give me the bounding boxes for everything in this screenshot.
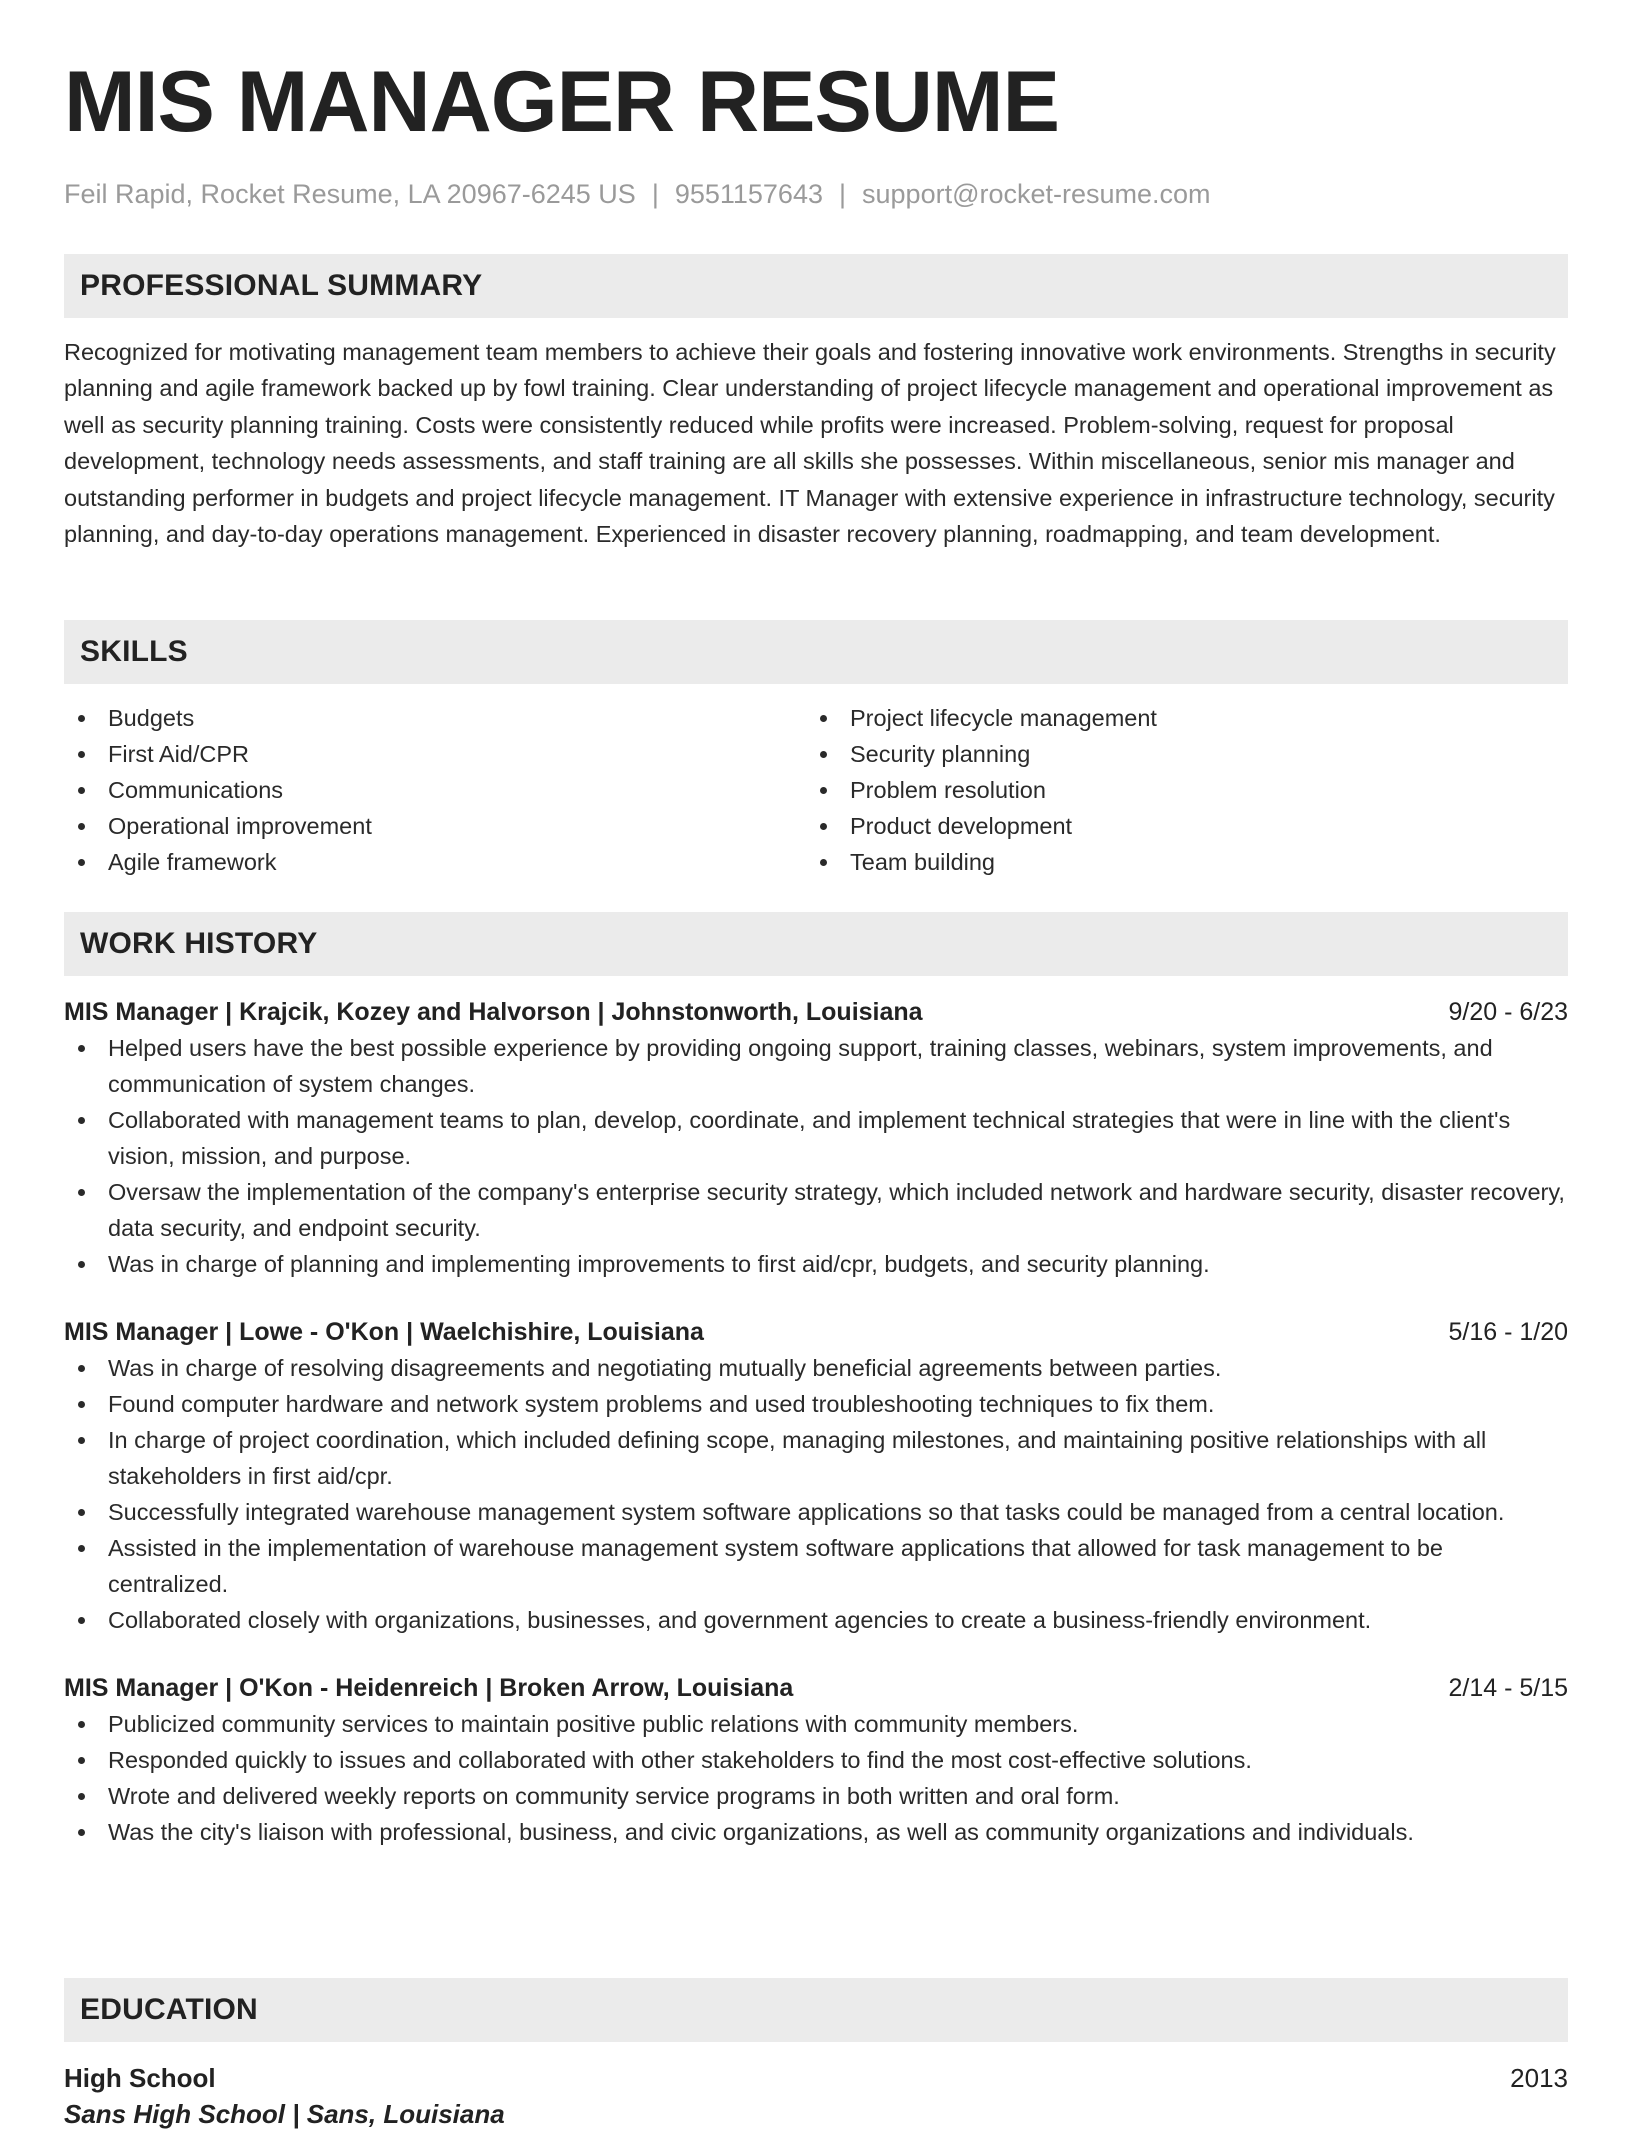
skill-item: Operational improvement <box>64 808 806 844</box>
summary-heading-bar <box>64 254 1568 318</box>
job-bullet: Was the city's liaison with professional, business, and civic organizations, as well as community organizations and individuals. <box>64 1814 1568 1850</box>
work-heading-bar <box>64 912 1568 976</box>
job-bullet: Collaborated with management teams to plan, develop, coordinate, and implement technical strategies that were in line with the client's vision, mission, and purpose. <box>64 1102 1568 1174</box>
job-bullets <box>64 1350 1568 1638</box>
skill-item: Team building <box>806 844 1548 880</box>
summary-text: Recognized for motivating management team members to achieve their goals and fostering innovative work environments. Strengths in security planning and agile framework backed up by fowl training. Clear understanding of project lifecycle management and operational improvement as well as security planning training. Costs were consistently reduced while profits were increased. Problem-solving, request for proposal development, technology needs assessments, and staff training are all skills she possesses. Within miscellaneous, senior mis manager and outstanding performer in budgets and project lifecycle management. IT Manager with extensive experience in infrastructure technology, security planning, and day-to-day operations management. Experienced in disaster recovery planning, roadmapping, and team development. <box>64 339 1556 548</box>
job-bullet: Successfully integrated warehouse management system software applications so that tasks could be managed from a central location. <box>64 1494 1568 1530</box>
skills-column-left <box>64 700 806 880</box>
skill-item: Project lifecycle management <box>806 700 1548 736</box>
contact-separator: | <box>839 179 847 209</box>
contact-separator: | <box>651 179 659 209</box>
education-year: 2013 <box>1510 2063 1568 2093</box>
job-title: MIS Manager | Krajcik, Kozey and Halvorson | Johnstonworth, Louisiana <box>64 998 923 1026</box>
education-heading-bar <box>64 1978 1568 2042</box>
work-heading: WORK HISTORY <box>80 927 318 960</box>
job-title: MIS Manager | Lowe - O'Kon | Waelchishire, Louisiana <box>64 1318 704 1346</box>
job-title: MIS Manager | O'Kon - Heidenreich | Broken Arrow, Louisiana <box>64 1674 794 1702</box>
skills-columns <box>64 700 1568 880</box>
page-title: MIS MANAGER RESUME <box>64 54 1059 150</box>
job-dates: 2/14 - 5/15 <box>1448 1674 1568 1702</box>
skill-item: Security planning <box>806 736 1548 772</box>
job-bullets <box>64 1030 1568 1282</box>
job-entry <box>64 1670 1568 1850</box>
job-bullet: Collaborated closely with organizations, businesses, and government agencies to create a business-friendly environment. <box>64 1602 1568 1638</box>
education-entry <box>64 2060 1568 2096</box>
education-heading: EDUCATION <box>80 1993 258 2026</box>
contact-phone: 9551157643 <box>674 179 823 209</box>
job-bullet: Responded quickly to issues and collaborated with other stakeholders to find the most cost-effective solutions. <box>64 1742 1568 1778</box>
job-bullets <box>64 1706 1568 1850</box>
skill-item: Agile framework <box>64 844 806 880</box>
skills-heading: SKILLS <box>80 635 188 668</box>
job-bullet: Helped users have the best possible experience by providing ongoing support, training classes, webinars, system improvements, and communication of system changes. <box>64 1030 1568 1102</box>
job-entry <box>64 994 1568 1282</box>
summary-heading: PROFESSIONAL SUMMARY <box>80 269 483 302</box>
education-section <box>64 1978 1568 2132</box>
contact-line <box>64 176 1568 212</box>
skills-heading-bar <box>64 620 1568 684</box>
job-bullet: In charge of project coordination, which included defining scope, managing milestones, and maintaining positive relationships with all stakeholders in first aid/cpr. <box>64 1422 1568 1494</box>
skill-item: Budgets <box>64 700 806 736</box>
job-bullet: Was in charge of planning and implementing improvements to first aid/cpr, budgets, and security planning. <box>64 1246 1568 1282</box>
skill-item: Problem resolution <box>806 772 1548 808</box>
skills-column-right <box>806 700 1548 880</box>
job-dates: 5/16 - 1/20 <box>1448 1318 1568 1346</box>
contact-email: support@rocket-resume.com <box>862 179 1211 209</box>
education-degree: High School <box>64 2063 216 2093</box>
job-bullet: Was in charge of resolving disagreements and negotiating mutually beneficial agreements between parties. <box>64 1350 1568 1386</box>
job-bullet: Oversaw the implementation of the company's enterprise security strategy, which included network and hardware security, disaster recovery, data security, and endpoint security. <box>64 1174 1568 1246</box>
job-header <box>64 1314 1568 1350</box>
job-entry <box>64 1314 1568 1638</box>
skill-item: Product development <box>806 808 1548 844</box>
job-header <box>64 994 1568 1030</box>
job-dates: 9/20 - 6/23 <box>1448 998 1568 1026</box>
job-bullet: Publicized community services to maintain positive public relations with community members. <box>64 1706 1568 1742</box>
skills-list-right <box>806 700 1548 880</box>
skill-item: Communications <box>64 772 806 808</box>
skill-item: First Aid/CPR <box>64 736 806 772</box>
job-bullet: Wrote and delivered weekly reports on community service programs in both written and oral form. <box>64 1778 1568 1814</box>
job-header <box>64 1670 1568 1706</box>
work-history-section <box>64 912 1568 1850</box>
job-bullet: Assisted in the implementation of warehouse management system software applications that allowed for task management to be centralized. <box>64 1530 1568 1602</box>
contact-address: Feil Rapid, Rocket Resume, LA 20967-6245 US <box>64 179 636 209</box>
resume-header <box>64 52 1568 212</box>
skills-list-left <box>64 700 806 880</box>
skills-section <box>64 620 1568 880</box>
job-bullet: Found computer hardware and network system problems and used troubleshooting techniques to fix them. <box>64 1386 1568 1422</box>
education-school: Sans High School | Sans, Louisiana <box>64 2099 505 2129</box>
summary-section <box>64 254 1568 552</box>
